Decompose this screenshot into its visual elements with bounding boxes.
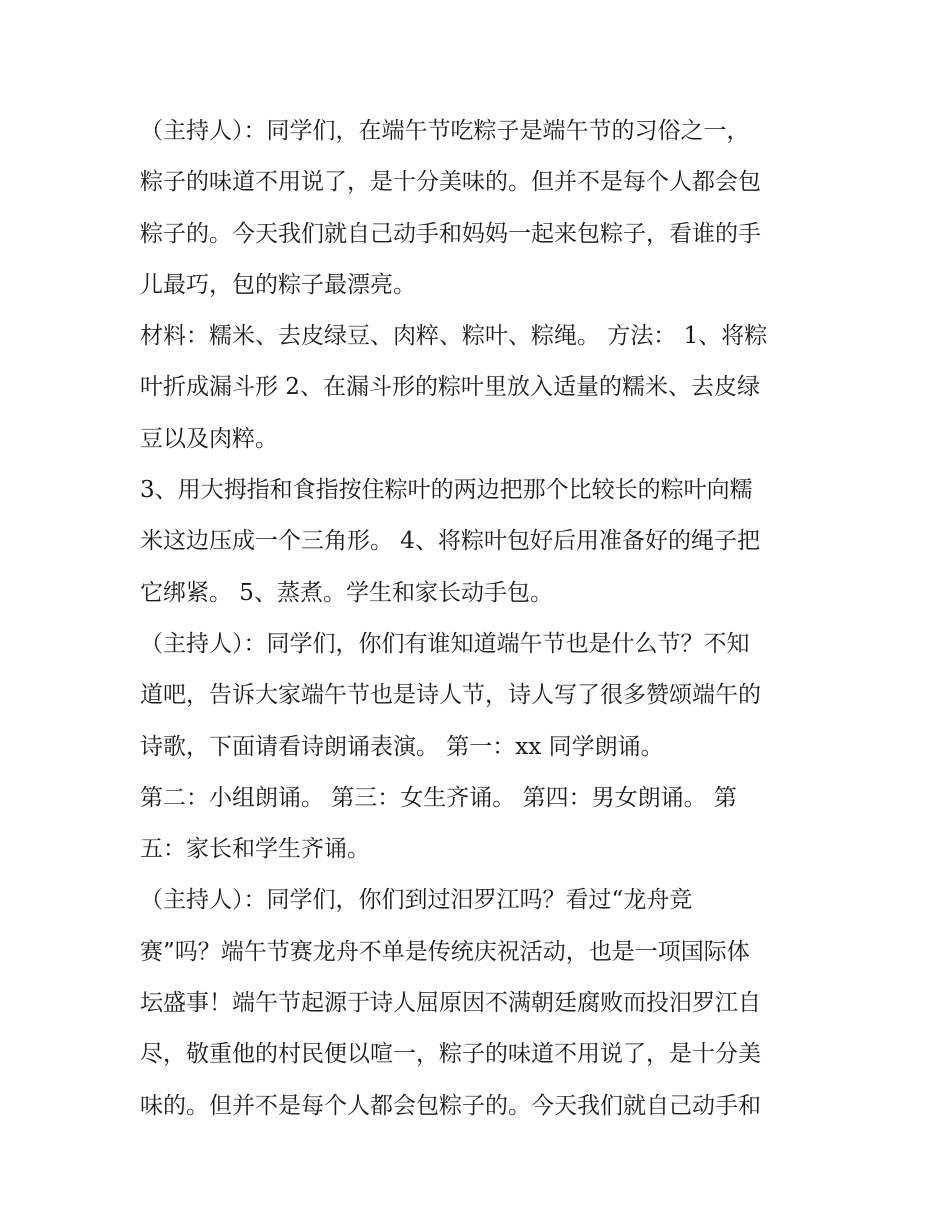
text-line: 味的。但并不是每个人都会包粽子的。今天我们就自己动手和 — [140, 1092, 761, 1119]
document-body — [140, 106, 820, 1132]
text-line: （主持人）：同学们，你们有谁知道端午节也是什么节？不知 — [140, 630, 750, 657]
text-line: 它绑紧。 5、蒸煮。学生和家长动手包。 — [140, 579, 553, 606]
text-line: 坛盛事！端午节起源于诗人屈原因不满朝廷腐败而投汨罗江自 — [140, 990, 761, 1017]
text-line: 诗歌，下面请看诗朗诵表演。 第一：xx 同学朗诵。 — [140, 733, 664, 760]
text-line: 第二：小组朗诵。 第三：女生齐诵。 第四：男女朗诵。 第 — [140, 784, 737, 811]
text-line: （主持人）：同学们，在端午节吃粽子是端午节的习俗之一， — [140, 118, 750, 144]
text-line: 赛”吗？端午节赛龙舟不单是传统庆祝活动，也是一项国际体 — [140, 938, 750, 965]
text-line: 材料：糯米、去皮绿豆、肉粹、粽叶、粽绳。 方法： 1、将粽 — [140, 323, 768, 350]
text-line: （主持人）：同学们，你们到过汨罗江吗？看过“龙舟竞 — [140, 887, 693, 914]
text-line: 儿最巧，包的粽子最漂亮。 — [140, 271, 416, 298]
text-line: 叶折成漏斗形 2、在漏斗形的粽叶里放入适量的糯米、去皮绿 — [140, 374, 760, 401]
text-line: 五：家长和学生齐诵。 — [140, 836, 370, 863]
text-line: 粽子的。今天我们就自己动手和妈妈一起来包粽子，看谁的手 — [140, 220, 761, 247]
text-line: 道吧，告诉大家端午节也是诗人节，诗人写了很多赞颂端午的 — [140, 682, 761, 709]
text-line: 米这边压成一个三角形。 4、将粽叶包好后用准备好的绳子把 — [140, 528, 760, 555]
text-line: 粽子的味道不用说了，是十分美味的。但并不是每个人都会包 — [140, 169, 761, 196]
text-line: 豆以及肉粹。 — [140, 425, 278, 452]
text-line: 尽，敬重他的村民便以喧一，粽子的味道不用说了，是十分美 — [140, 1041, 761, 1068]
text-line: 3、用大拇指和食指按住粽叶的两边把那个比较长的粽叶向糯 — [140, 477, 753, 504]
